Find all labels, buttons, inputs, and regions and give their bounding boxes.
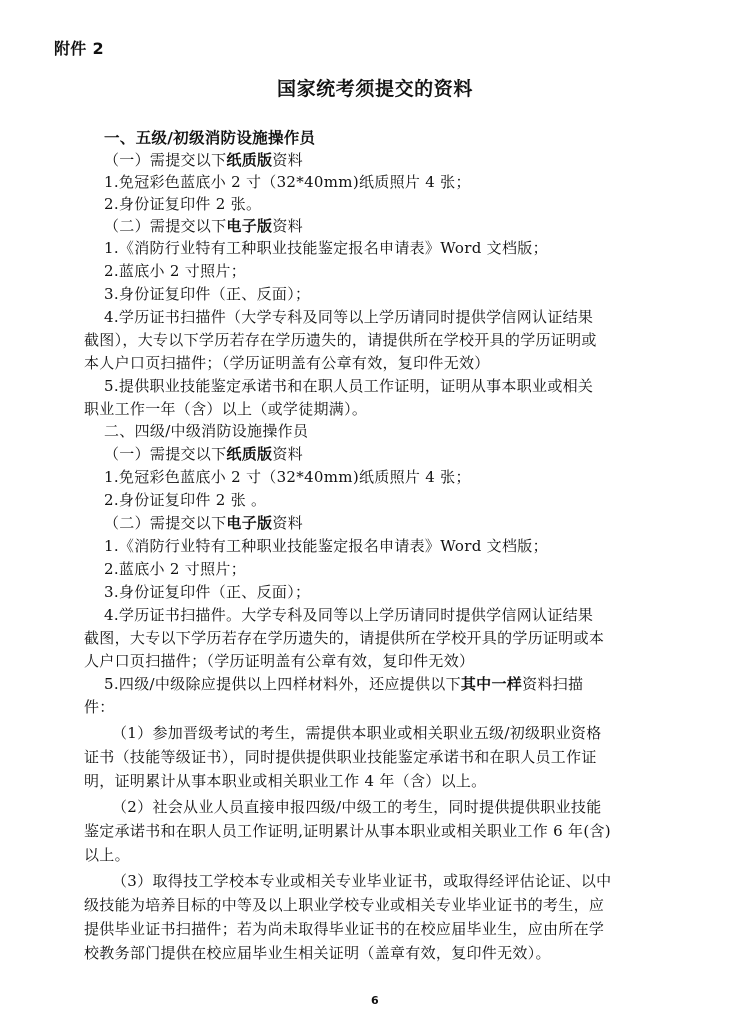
attachment-label: 附件 2 [54,39,104,58]
section1-electronic-bold: 电子版 [226,217,273,235]
section2-paper-bold: 纸质版 [226,445,273,463]
section2-sub2-line-2: 鉴定承诺书和在职人员工作证明,证明累计从事本职业或相关职业工作 6 年(含) [84,822,611,840]
section2-electronic-suffix: 资料 [272,514,303,532]
section1-paper-heading [104,149,303,171]
section2-electronic-item-4-line-3: 人户口页扫描件；（学历证明盖有公章有效，复印件无效） [84,652,475,670]
section1-electronic-item-5-line-1: 5.提供职业技能鉴定承诺书和在职人员工作证明，证明从事本职业或相关 [104,377,594,395]
section2-sub3-line-3: 提供毕业证书扫描件；若为尚未取得毕业证书的在校应届毕业生，应由所在学 [84,920,605,938]
section2-sub1-line-3: 明，证明累计从事本职业或相关职业工作 4 年（含）以上。 [84,772,487,790]
section2-electronic-bold: 电子版 [226,514,273,532]
section2-electronic-heading [104,512,303,534]
section2-paper-prefix: （一）需提交以下 [104,445,227,463]
section2-electronic-prefix: （二）需提交以下 [104,514,227,532]
section1-paper-suffix: 资料 [272,151,303,169]
section2-electronic-item-2: 2.蓝底小 2 寸照片； [104,560,246,578]
section2-item5-bold: 其中一样 [460,675,523,693]
section1-electronic-item-2: 2.蓝底小 2 寸照片； [104,262,246,280]
section2-sub1-line-2: 证书（技能等级证书），同时提供提供职业技能鉴定承诺书和在职人员工作证 [84,748,597,766]
section2-electronic-item-4-line-1: 4.学历证书扫描件。大学专科及同等以上学历请同时提供学信网认证结果 [104,606,594,624]
section2-sub3-line-4: 校教务部门提供在校应届毕业生相关证明（盖章有效，复印件无效）。 [84,944,551,962]
section2-sub2-line-3: 以上。 [84,846,130,864]
section2-electronic-item-4-line-2: 截图，大专以下学历若存在学历遗失的，请提供所在学校开具的学历证明或本 [84,629,605,647]
section1-electronic-suffix: 资料 [272,217,303,235]
section2-electronic-item-5-line-2: 件： [84,698,115,716]
section1-paper-item-2: 2.身份证复印件 2 张。 [104,195,262,213]
section2-electronic-item-1: 1.《消防行业特有工种职业技能鉴定报名申请表》Word 文档版； [104,537,548,555]
section1-paper-bold: 纸质版 [226,151,273,169]
section1-electronic-prefix: （二）需提交以下 [104,217,227,235]
section1-electronic-item-3: 3.身份证复印件（正、反面）； [104,285,311,303]
section2-electronic-item-5-line-1 [104,673,583,695]
section2-item5-prefix: 5.四级/中级除应提供以上四样材料外，还应提供以下 [104,675,461,693]
section2-sub3-line-1: （3）取得技工学校本专业或相关专业毕业证书，或取得经评估论证、以中 [112,872,612,890]
section1-heading: 一、五级/初级消防设施操作员 [104,129,316,147]
section1-electronic-item-4-line-1: 4.学历证书扫描件（大学专科及同等以上学历请同时提供学信网认证结果 [104,308,594,326]
section2-heading: 二、四级/中级消防设施操作员 [104,422,309,440]
section1-paper-prefix: （一）需提交以下 [104,151,227,169]
section2-paper-heading [104,443,303,465]
page-title: 国家统考须提交的资料 [276,78,473,100]
page-number: 6 [371,994,379,1007]
section1-electronic-item-4-line-3: 本人户口页扫描件；（学历证明盖有公章有效，复印件无效） [84,354,490,372]
section1-electronic-item-1: 1.《消防行业特有工种职业技能鉴定报名申请表》Word 文档版； [104,239,548,257]
section1-electronic-heading [104,215,303,237]
section2-paper-item-1: 1.免冠彩色蓝底小 2 寸（32*40mm)纸质照片 4 张； [104,468,471,486]
section2-sub3-line-2: 级技能为培养目标的中等及以上职业学校专业或相关专业毕业证书的考生，应 [84,896,605,914]
section2-item5-suffix: 资料扫描 [522,675,584,693]
section1-electronic-item-4-line-2: 截图），大专以下学历若存在学历遗失的，请提供所在学校开具的学历证明或 [84,331,597,349]
section2-paper-item-2: 2.身份证复印件 2 张 。 [104,491,267,509]
section1-paper-item-1: 1.免冠彩色蓝底小 2 寸（32*40mm)纸质照片 4 张； [104,173,471,191]
section2-electronic-item-3: 3.身份证复印件（正、反面）； [104,583,311,601]
section2-paper-suffix: 资料 [272,445,303,463]
section2-sub2-line-1: （2）社会从业人员直接申报四级/中级工的考生，同时提供提供职业技能 [112,798,602,816]
section2-sub1-line-1: （1）参加晋级考试的考生，需提供本职业或相关职业五级/初级职业资格 [112,724,602,742]
section1-electronic-item-5-line-2: 职业工作一年（含）以上（或学徒期满）。 [84,400,368,418]
